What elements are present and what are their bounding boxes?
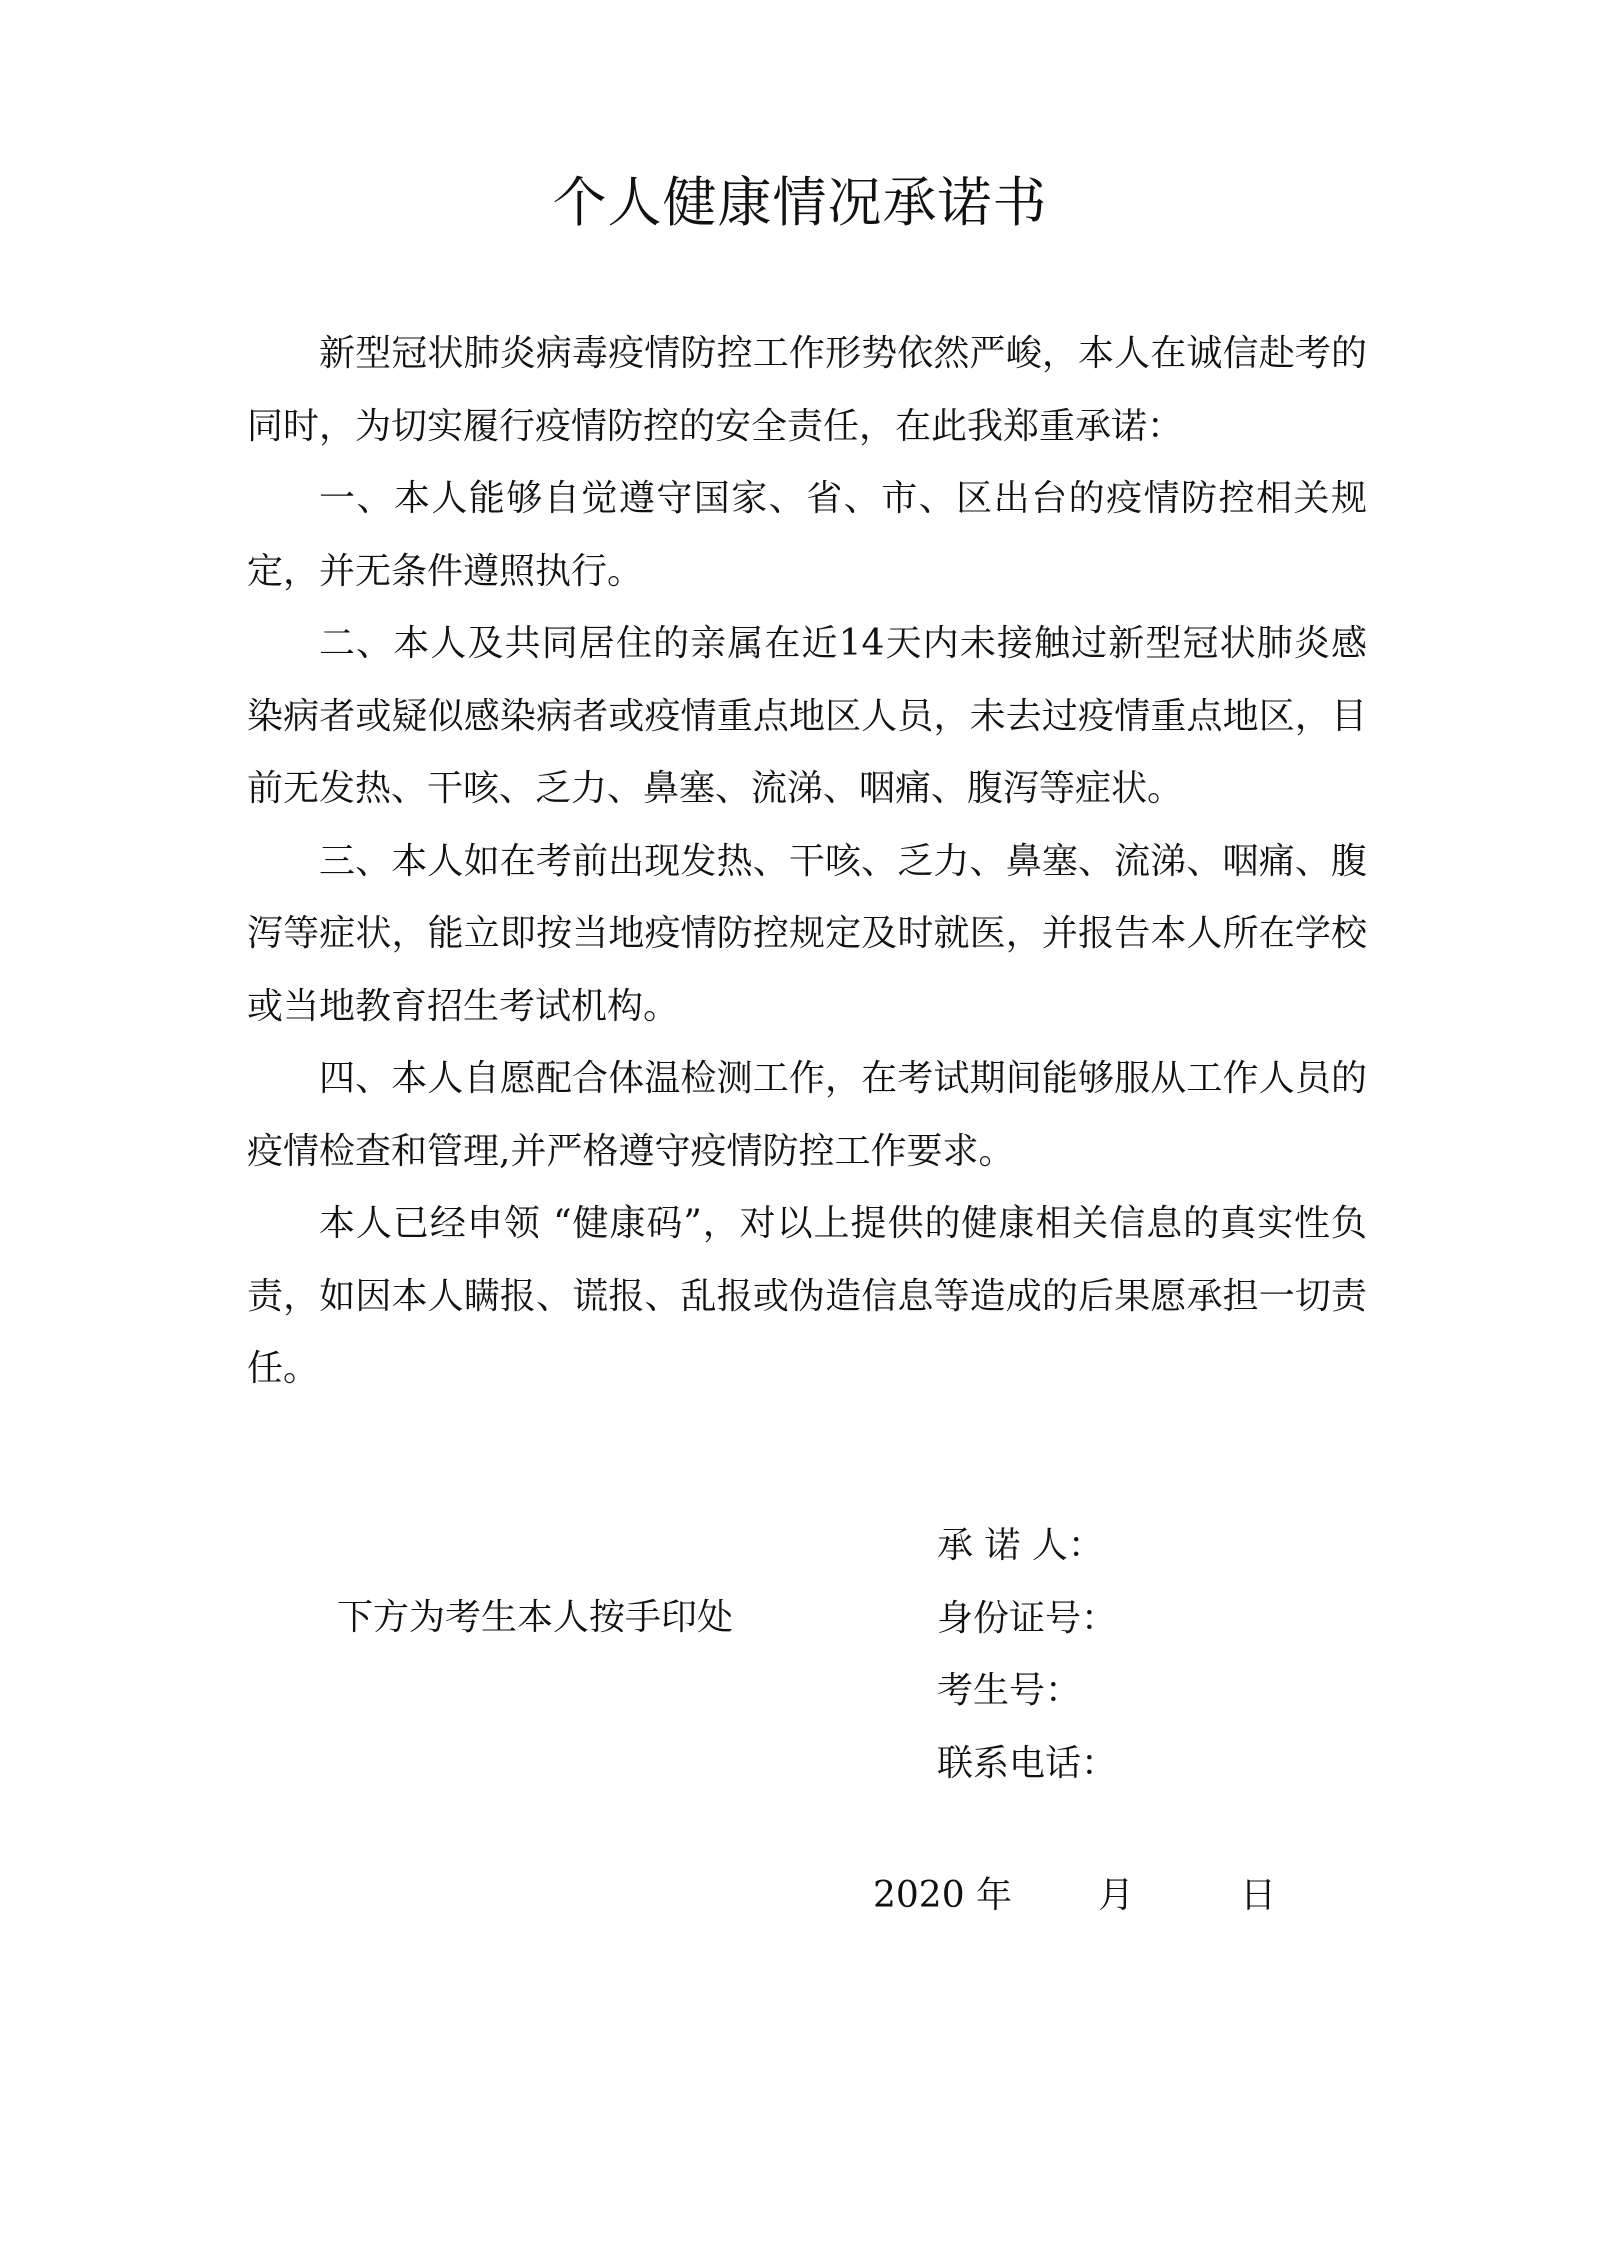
paragraph-closing: 本人已经申领 “健康码”，对以上提供的健康相关信息的真实性负责，如因本人瞒报、谎报、乱报或伪造信息等造成的后果愿承担一切责任。 bbox=[247, 1203, 1367, 1389]
document-title: 个人健康情况承诺书 bbox=[552, 171, 1048, 234]
paragraph-intro: 新型冠状肺炎病毒疫情防控工作形势依然严峻，本人在诚信赴考的同时，为切实履行疫情防控的安全责任，在此我郑重承诺： bbox=[247, 333, 1367, 447]
date-line bbox=[873, 1860, 1276, 1933]
paragraph-item-3: 三、本人如在考前出现发热、干咳、乏力、鼻塞、流涕、咽痛、腹泻等症状，能立即按当地疫情防控规定及时就医，并报告本人所在学校或当地教育招生考试机构。 bbox=[247, 840, 1367, 1027]
id-number-label: 身份证号： bbox=[937, 1597, 1118, 1639]
signature-block bbox=[937, 1510, 1117, 1800]
phone-label: 联系电话： bbox=[937, 1742, 1118, 1784]
date-year: 2020 年 bbox=[873, 1875, 1013, 1916]
promisor-label: 承 诺 人： bbox=[937, 1525, 1104, 1566]
exam-number-label: 考生号： bbox=[937, 1670, 1082, 1711]
paragraph-item-1: 一、本人能够自觉遵守国家、省、市、区出台的疫情防控相关规定，并无条件遵照执行。 bbox=[247, 478, 1367, 592]
paragraph-item-4: 四、本人自愿配合体温检测工作，在考试期间能够服从工作人员的疫情检查和管理,并严格遵守疫情防控工作要求。 bbox=[247, 1058, 1367, 1172]
paragraph-item-2: 二、本人及共同居住的亲属在近14天内未接触过新型冠状肺炎感染病者或疑似感染病者或疫情重点地区人员，未去过疫情重点地区，目前无发热、干咳、乏力、鼻塞、流涕、咽痛、腹泻等症状。 bbox=[247, 623, 1367, 809]
document-body bbox=[247, 318, 1367, 1406]
fingerprint-area-label: 下方为考生本人按手印处 bbox=[337, 1597, 734, 1638]
date-day: 日 bbox=[1240, 1875, 1277, 1916]
date-month: 月 bbox=[1098, 1875, 1135, 1916]
